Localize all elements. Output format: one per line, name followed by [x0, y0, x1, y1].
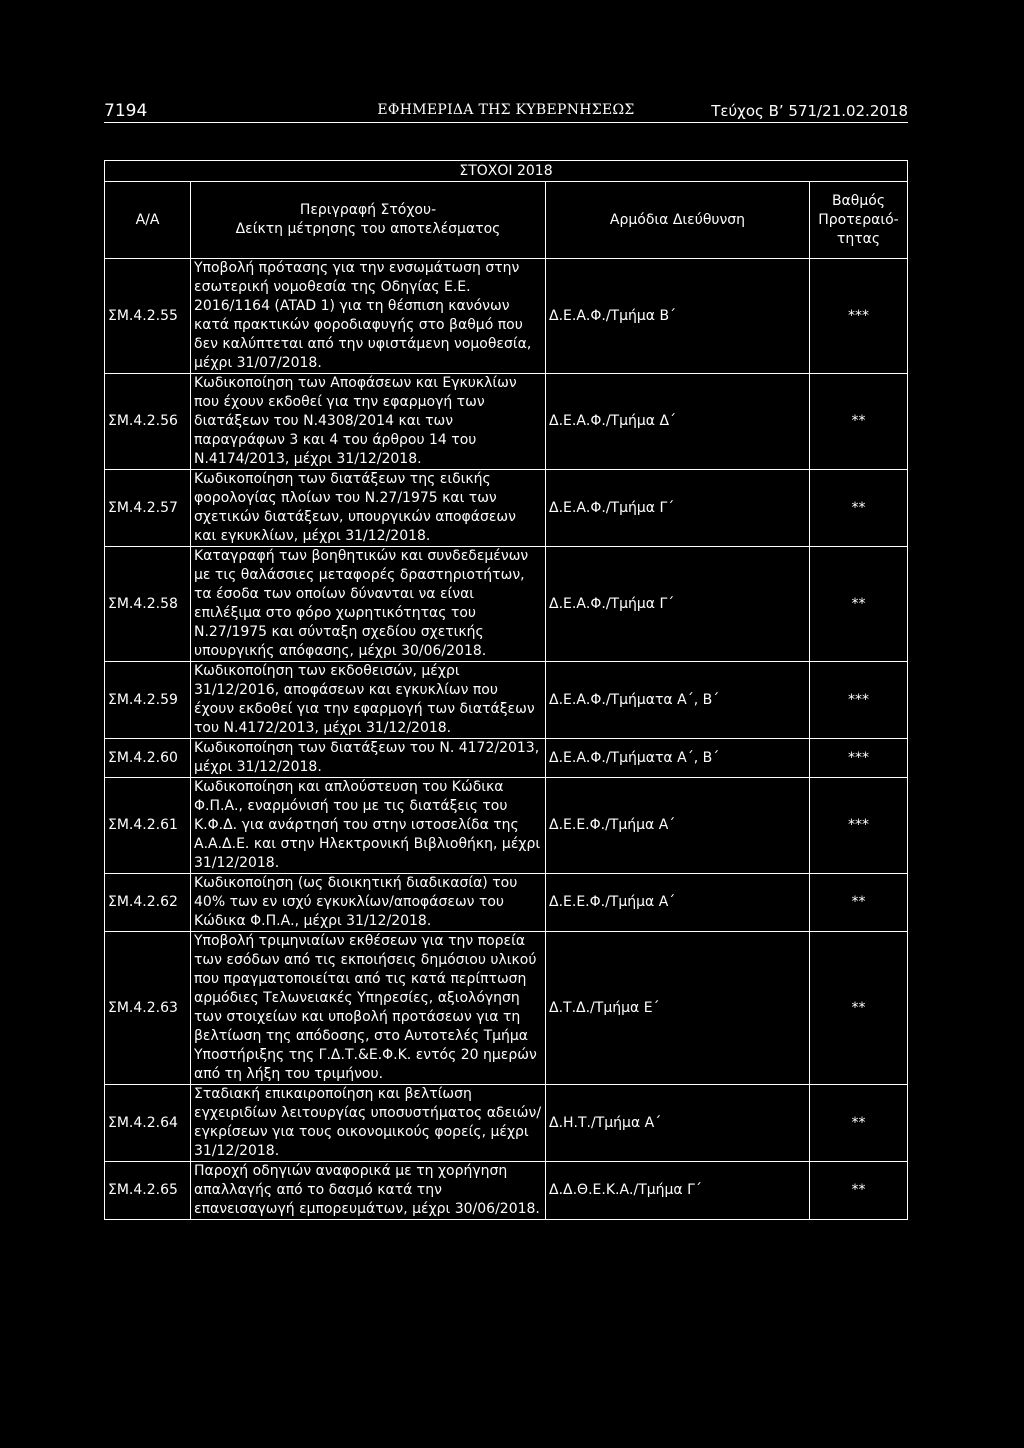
col-pri-line2: Προτεραιό-: [818, 211, 899, 228]
row-directorate: Δ.Ε.Α.Φ./Τμήμα Δ΄: [546, 374, 810, 470]
row-directorate: Δ.Ε.Α.Φ./Τμήμα Γ΄: [546, 547, 810, 662]
row-directorate: Δ.Τ.Δ./Τμήμα Ε΄: [546, 932, 810, 1085]
table-header-row: [105, 182, 908, 259]
row-directorate: Δ.Η.Τ./Τμήμα Α΄: [546, 1085, 810, 1162]
row-description: Κωδικοποίηση των διατάξεων της ειδικής φορολογίας πλοίων του Ν.27/1975 και των σχετικών διατάξεων, υπουργικών αποφάσεων και εγκυκλίων, μέχρι 31/12/2018.: [191, 470, 546, 547]
row-description: Υποβολή τριμηνιαίων εκθέσεων για την πορεία των εσόδων από τις εκποιήσεις δημόσιου υλικού που πραγματοποιείται από τις κατά περίπτωση αρμόδιες Τελωνειακές Υπηρεσίες, αξιολόγηση των στοιχείων και υποβολή προτάσεων για τη βελτίωση της απόδοσης, στο Αυτοτελές Τμήμα Υποστήριξης της Γ.Δ.Τ.&Ε.Φ.Κ. εντός 20 ημερών από τη λήξη του τριμήνου.: [191, 932, 546, 1085]
row-directorate: Δ.Ε.Ε.Φ./Τμήμα Α΄: [546, 778, 810, 874]
row-priority: **: [810, 470, 908, 547]
row-description: Κωδικοποίηση και απλούστευση του Κώδικα Φ.Π.Α., εναρμόνισή του με τις διατάξεις του Κ.Φ.Δ. για ανάρτησή του στην ιστοσελίδα της Α.Α.Δ.Ε. και στην Ηλεκτρονική Βιβλιοθήκη, μέχρι 31/12/2018.: [191, 778, 546, 874]
table-row: [105, 932, 908, 1085]
row-code: ΣΜ.4.2.62: [105, 874, 191, 932]
col-desc-line1: Περιγραφή Στόχου-: [299, 202, 437, 218]
row-code: ΣΜ.4.2.57: [105, 470, 191, 547]
row-directorate: Δ.Δ.Θ.Ε.Κ.Α./Τμήμα Γ΄: [546, 1162, 810, 1220]
page-header: [104, 100, 908, 123]
row-code: ΣΜ.4.2.60: [105, 739, 191, 778]
row-description: Καταγραφή των βοηθητικών και συνδεδεμένων με τις θαλάσσιες μεταφορές δραστηριοτήτων, τα έσοδα των οποίων δύνανται να είναι επιλέξιμα στο φόρο χωρητικότητας του Ν.27/1975 και σύνταξη σχεδίου σχετικής υπουργικής απόφασης, μέχρι 30/06/2018.: [191, 547, 546, 662]
table-title: ΣΤΟΧΟΙ 2018: [105, 161, 908, 182]
row-description: Υποβολή πρότασης για την ενσωμάτωση στην εσωτερική νομοθεσία της Οδηγίας Ε.Ε. 2016/1164 (ATAD 1) για τη θέσπιση κανόνων κατά πρακτικών φοροδιαφυγής στο βαθμό που δεν καλύπτεται από την υφιστάμενη νομοθεσία, μέχρι 31/07/2018.: [191, 259, 546, 374]
row-description: Κωδικοποίηση (ως διοικητική διαδικασία) του 40% των εν ισχύ εγκυκλίων/αποφάσεων του Κώδικα Φ.Π.Α., μέχρι 31/12/2018.: [191, 874, 546, 932]
table-row: [105, 374, 908, 470]
row-directorate: Δ.Ε.Α.Φ./Τμήματα Α΄, Β΄: [546, 662, 810, 739]
col-pri-line3: τητας: [836, 230, 881, 247]
row-priority: ***: [810, 778, 908, 874]
table-row: [105, 1162, 908, 1220]
col-header-description: [191, 182, 546, 259]
row-directorate: Δ.Ε.Α.Φ./Τμήματα Α΄, Β΄: [546, 739, 810, 778]
row-priority: **: [810, 1085, 908, 1162]
col-pri-line1: Βαθμός: [831, 192, 886, 209]
row-code: ΣΜ.4.2.65: [105, 1162, 191, 1220]
row-code: ΣΜ.4.2.56: [105, 374, 191, 470]
goals-table: [104, 160, 908, 1220]
table-row: [105, 1085, 908, 1162]
table-title-row: [105, 161, 908, 182]
gazette-title: ΕΦΗΜΕΡΙΔΑ ΤΗΣ ΚΥΒΕΡΝΗΣΕΩΣ: [377, 102, 635, 118]
row-description: Κωδικοποίηση των εκδοθεισών, μέχρι 31/12/2016, αποφάσεων και εγκυκλίων που έχουν εκδοθεί για την εφαρμογή των διατάξεων του Ν.4172/2013, μέχρι 31/12/2018.: [191, 662, 546, 739]
row-description: Κωδικοποίηση των Αποφάσεων και Εγκυκλίων που έχουν εκδοθεί για την εφαρμογή των διατάξεων του Ν.4308/2014 και των παραγράφων 3 και 4 του άρθρου 14 του Ν.4174/2013, μέχρι 31/12/2018.: [191, 374, 546, 470]
row-directorate: Δ.Ε.Ε.Φ./Τμήμα Α΄: [546, 874, 810, 932]
row-code: ΣΜ.4.2.64: [105, 1085, 191, 1162]
col-header-directorate: Αρμόδια Διεύθυνση: [546, 182, 810, 259]
row-priority: ***: [810, 662, 908, 739]
table-row: [105, 874, 908, 932]
issue-info: Τεύχος Β’ 571/21.02.2018: [711, 102, 908, 120]
row-description: Κωδικοποίηση των διατάξεων του Ν. 4172/2013, μέχρι 31/12/2018.: [191, 739, 546, 778]
table-row: [105, 778, 908, 874]
table-row: [105, 547, 908, 662]
col-desc-line2: Δείκτη μέτρησης του αποτελέσματος: [235, 221, 501, 237]
row-priority: **: [810, 932, 908, 1085]
table-row: [105, 739, 908, 778]
row-priority: ***: [810, 259, 908, 374]
row-description: Σταδιακή επικαιροποίηση και βελτίωση εγχειριδίων λειτουργίας υποσυστήματος αδειών/εγκρίσεων για τους οικονομικούς φορείς, μέχρι 31/12/2018.: [191, 1085, 546, 1162]
row-priority: **: [810, 874, 908, 932]
page-number: 7194: [104, 101, 148, 121]
row-code: ΣΜ.4.2.58: [105, 547, 191, 662]
col-header-priority: [810, 182, 908, 259]
row-description: Παροχή οδηγιών αναφορικά με τη χορήγηση απαλλαγής από το δασμό κατά την επανεισαγωγή εμπορευμάτων, μέχρι 30/06/2018.: [191, 1162, 546, 1220]
row-priority: **: [810, 374, 908, 470]
row-code: ΣΜ.4.2.63: [105, 932, 191, 1085]
row-code: ΣΜ.4.2.59: [105, 662, 191, 739]
row-code: ΣΜ.4.2.61: [105, 778, 191, 874]
table-row: [105, 259, 908, 374]
row-priority: **: [810, 547, 908, 662]
row-directorate: Δ.Ε.Α.Φ./Τμήμα Γ΄: [546, 470, 810, 547]
table-row: [105, 662, 908, 739]
row-priority: **: [810, 1162, 908, 1220]
table-row: [105, 470, 908, 547]
row-priority: ***: [810, 739, 908, 778]
col-header-code: Α/Α: [105, 182, 191, 259]
row-directorate: Δ.Ε.Α.Φ./Τμήμα Β΄: [546, 259, 810, 374]
row-code: ΣΜ.4.2.55: [105, 259, 191, 374]
